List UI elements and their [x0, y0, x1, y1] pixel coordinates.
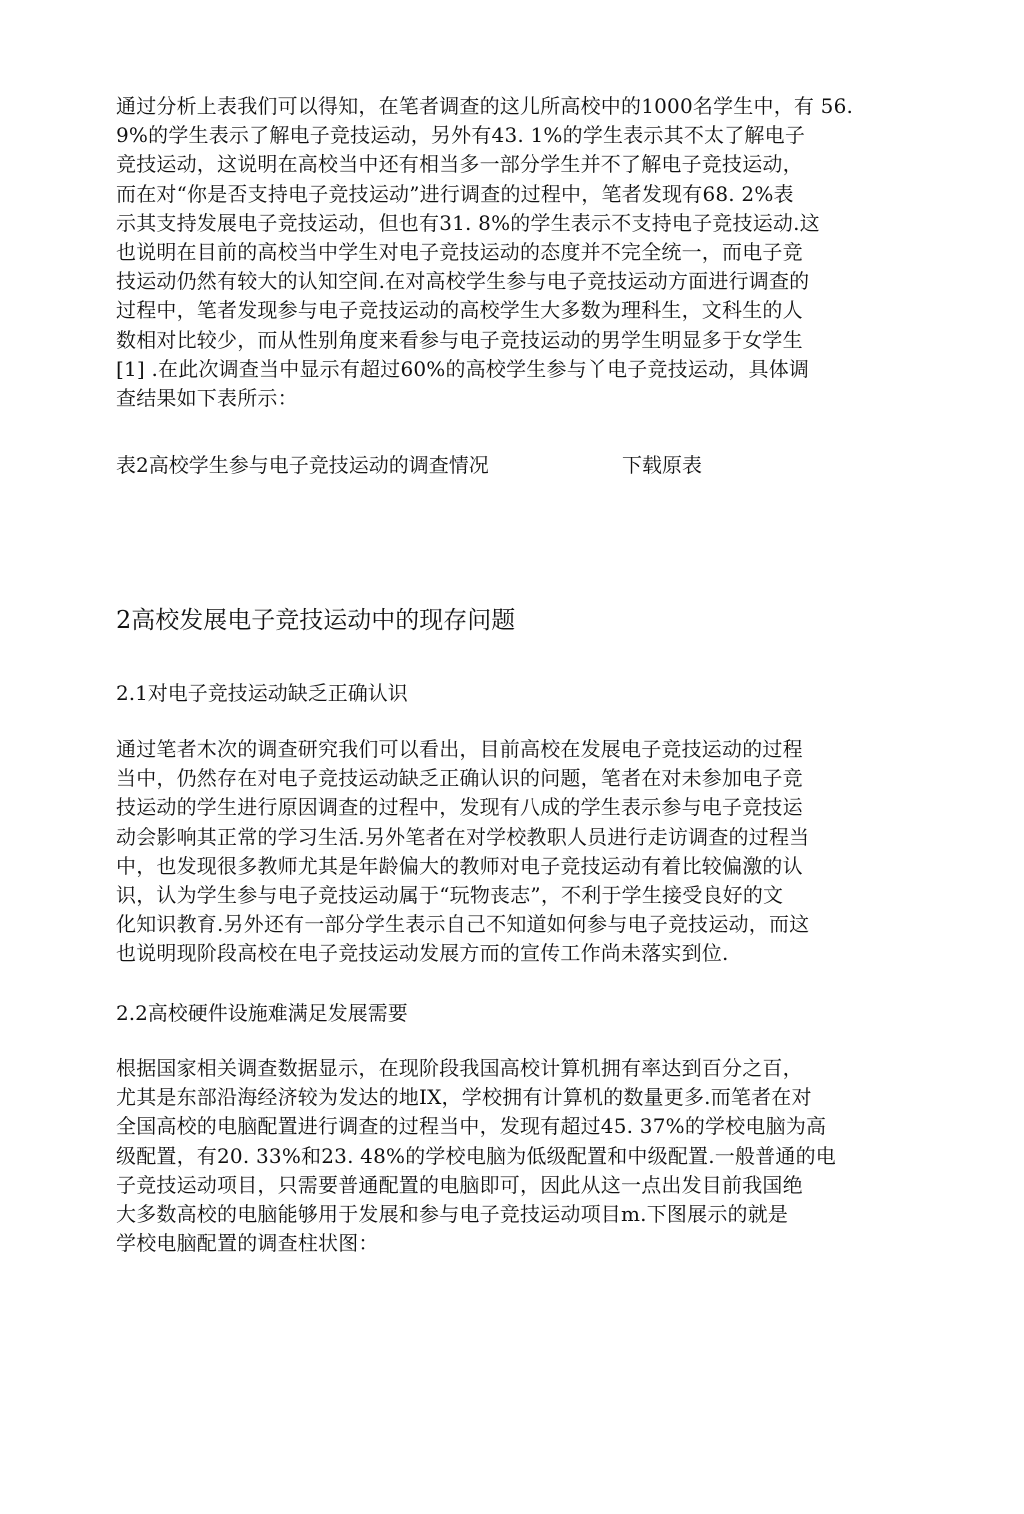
text-line: 通过笔者木次的调查研究我们可以看出，目前高校在发展电子竞技运动的过程	[116, 737, 803, 761]
text-line: 查结果如下表所示：	[116, 386, 298, 411]
table-caption: 表2高校学生参与电子竞技运动的调查情况	[116, 453, 489, 477]
section-2-2-heading: 2.2高校硬件设施难满足发展需要	[116, 1001, 408, 1025]
section-2-1-paragraph	[116, 735, 916, 969]
text-line: 示其支持发展电子竞技运动，但也有31. 8%的学生表示不支持电子竞技运动.这	[116, 210, 820, 235]
text-line: 竞技运动，这说明在高校当中还有相当多一部分学生并不了解电子竞技运动，	[116, 152, 803, 177]
text-line: 中，也发现很多教师尤其是年龄偏大的教师对电子竞技运动有着比较偏激的认	[116, 853, 803, 878]
text-line: 大多数高校的电脑能够用于发展和参与电子竞技运动项目m.下图展示的就是	[116, 1202, 789, 1227]
download-table-link[interactable]: 下载原表	[622, 453, 702, 477]
text-line: 根据国家相关调查数据显示，在现阶段我国高校计算机拥有率达到百分之百，	[116, 1056, 803, 1080]
text-line: 数相对比较少，而从性别角度来看参与电子竞技运动的男学生明显多于女学生	[116, 327, 803, 352]
text-line: 子竞技运动项目，只需要普通配置的电脑即可，因此从这一点出发目前我国绝	[116, 1172, 803, 1197]
text-line: 学校电脑配置的调查柱状图：	[116, 1231, 379, 1256]
text-line: 化知识教育.另外还有一部分学生表示自己不知道如何参与电子竞技运动，而这	[116, 912, 810, 937]
text-line: 通过分析上表我们可以得知，在笔者调查的这儿所高校中的1000名学生中，有 56.	[116, 94, 854, 118]
text-line: 动会影响其正常的学习生活.另外笔者在对学校教职人员进行走访调查的过程当	[116, 824, 810, 849]
text-line: 技运动的学生进行原因调查的过程中，发现有八成的学生表示参与电子竞技运	[116, 795, 803, 820]
section-2-heading: 2高校发展电子竞技运动中的现存问题	[116, 606, 516, 634]
section-2-2-paragraph	[116, 1054, 916, 1258]
text-line: 尤其是东部沿海经济较为发达的地IX，学校拥有计算机的数量更多.而笔者在对	[116, 1085, 812, 1110]
text-line: 而在对“你是否支持电子竞技运动”进行调查的过程中，笔者发现有68. 2%表	[116, 181, 794, 206]
text-line: 技运动仍然有较大的认知空间.在对高校学生参与电子竞技运动方面进行调查的	[116, 269, 810, 294]
table-caption-row	[116, 450, 916, 480]
text-line: 也说明在目前的高校当中学生对电子竞技运动的态度并不完全统一，而电子竞	[116, 240, 803, 265]
text-line: 也说明现阶段高校在电子竞技运动发展方而的宣传工作尚未落实到位.	[116, 941, 729, 966]
text-line: [1] .在此次调查当中显示有超过60%的高校学生参与丫电子竞技运动，具体调	[116, 356, 810, 381]
text-line: 当中，仍然存在对电子竞技运动缺乏正确认识的问题，笔者在对未参加电子竞	[116, 766, 803, 791]
text-line: 识，认为学生参与电子竞技运动属于“玩物丧志”，不利于学生接受良好的文	[116, 883, 784, 908]
intro-paragraph	[116, 92, 916, 413]
text-line: 全国高校的电脑配置进行调查的过程当中，发现有超过45. 37%的学校电脑为高	[116, 1114, 827, 1139]
text-line: 过程中，笔者发现参与电子竞技运动的高校学生大多数为理科生，文科生的人	[116, 298, 803, 323]
text-line: 级配置，有20. 33%和23. 48%的学校电脑为低级配置和中级配置.一般普通的电	[116, 1143, 836, 1168]
section-2-1-heading: 2.1对电子竞技运动缺乏正确认识	[116, 681, 408, 705]
text-line: 9%的学生表示了解电子竞技运动，另外有43. 1%的学生表示其不太了解电子	[116, 123, 806, 148]
